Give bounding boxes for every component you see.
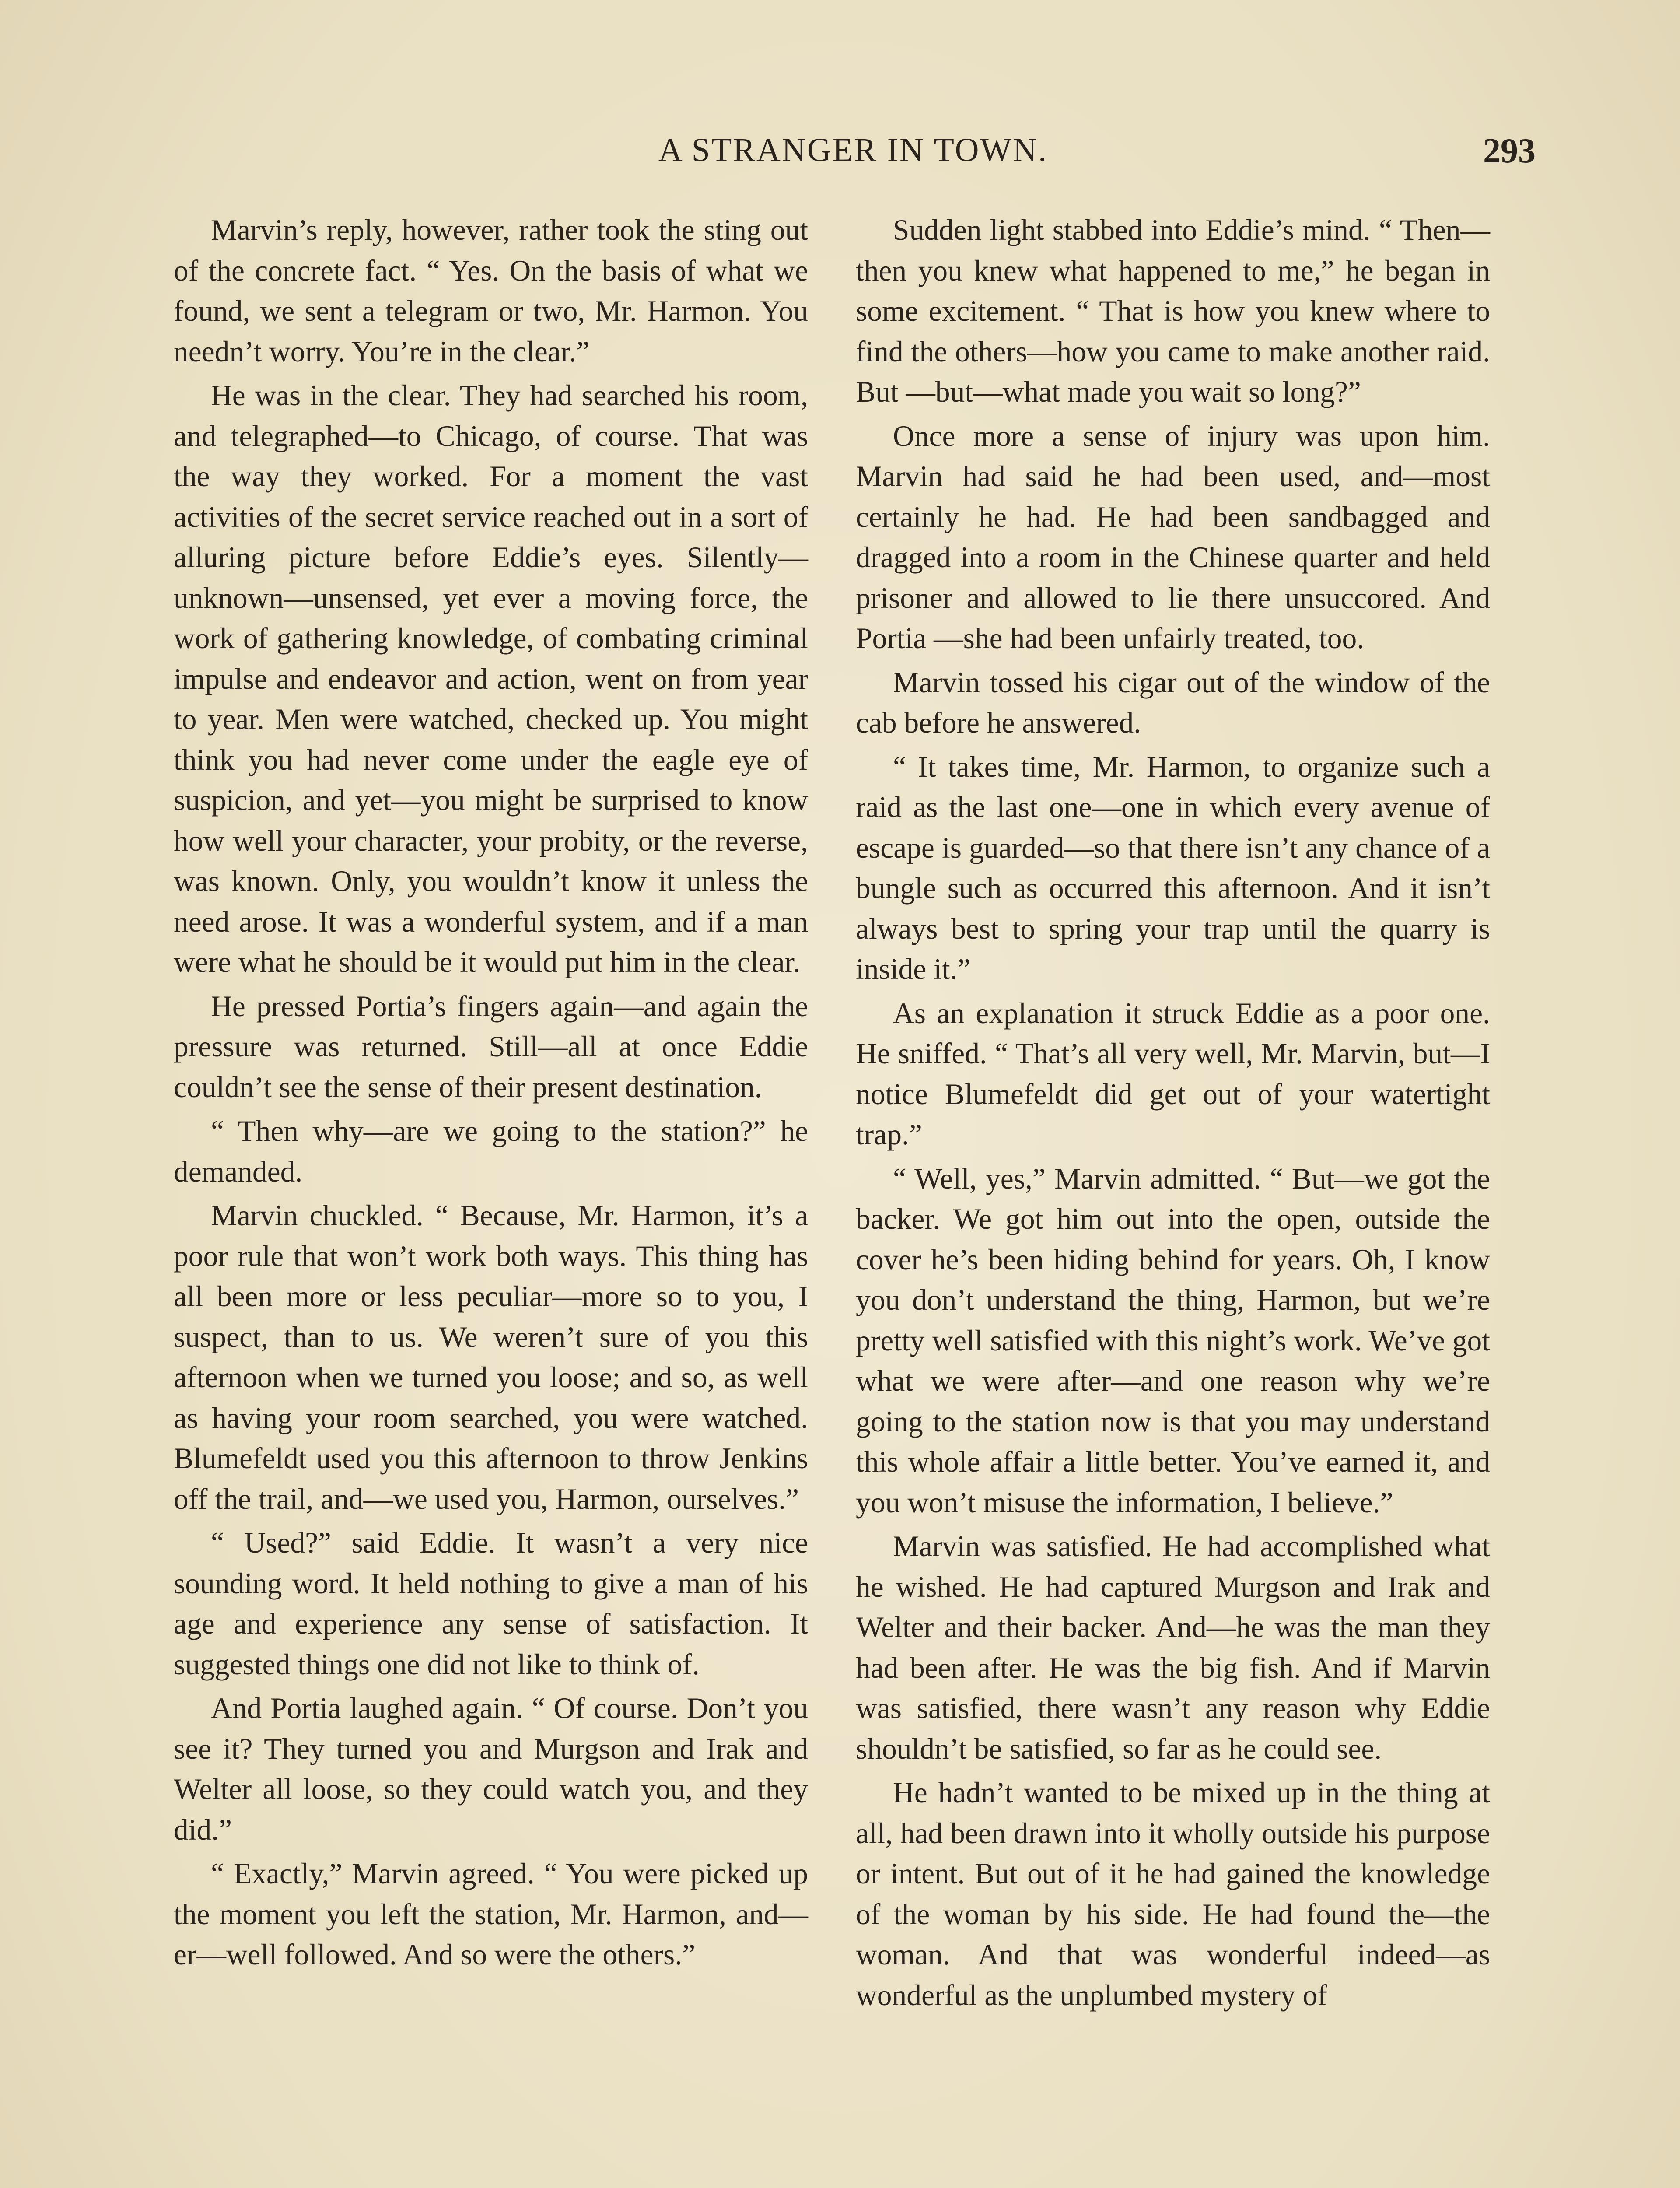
right-column — [856, 210, 1490, 2016]
paragraph: Once more a sense of injury was upon him. Marvin had said he had been used, and—most certainly he had. He had been sandbagged and dragged into a room in the Chinese quarter and held prisoner and allowed to lie there unsuccored. And Portia —she had been unfairly treated, too. — [856, 419, 1490, 655]
paragraph: Marvin tossed his cigar out of the window of the cab before he answered. — [856, 666, 1490, 739]
paragraph: “ Then why—are we going to the station?” he demanded. — [174, 1115, 808, 1188]
running-title: A STRANGER IN TOWN. — [658, 132, 1048, 168]
page-header — [171, 131, 1536, 179]
paragraph: And Portia laughed again. “ Of course. Don’t you see it? They turned you and Murgson and Irak and Welter all loose, so they could watch you, and they did.” — [174, 1692, 808, 1846]
paragraph: “ It takes time, Mr. Harmon, to organize such a raid as the last one—one in which every avenue of escape is guarded—so that there isn’t any chance of a bungle such as occurred this afternoon. And it isn’t always best to spring your trap until the quarry is inside it.” — [856, 750, 1490, 985]
paragraph: He pressed Portia’s fingers again—and again the pressure was returned. Still—all at once Eddie couldn’t see the sense of their present destination. — [174, 989, 808, 1104]
paragraph: Marvin was satisfied. He had accomplished what he wished. He had captured Murgson and Irak and Welter and their backer. And—he was the man they had been after. He was the big fish. And if Marvin was satisfied, there wasn’t any reason why Eddie shouldn’t be satisfied, so far as he could see. — [856, 1530, 1490, 1765]
left-column — [174, 210, 808, 1975]
paragraph: Marvin chuckled. “ Because, Mr. Harmon, it’s a poor rule that won’t work both ways. This thing has all been more or less peculiar—more so to you, I suspect, than to us. We weren’t sure of you this afternoon when we turned you loose; and so, as well as having your room searched, you were watched. Blumefeldt used you this afternoon to throw Jenkins off the trail, and—we used you, Harmon, ourselves.” — [174, 1199, 808, 1515]
page-number: 293 — [1483, 132, 1536, 170]
paragraph: He hadn’t wanted to be mixed up in the thing at all, had been drawn into it wholly outside his purpose or intent. But out of it he had gained the knowledge of the woman by his side. He had found the—the woman. And that was wonderful indeed—as wonderful as the unplumbed mystery of — [856, 1776, 1490, 2012]
paragraph: Sudden light stabbed into Eddie’s mind. “ Then—then you knew what happened to me,” he began in some excitement. “ That is how you knew where to find the others—how you came to make another raid. But —but—what made you wait so long?” — [856, 214, 1490, 408]
paragraph: Marvin’s reply, however, rather took the sting out of the concrete fact. “ Yes. On the basis of what we found, we sent a telegram or two, Mr. Harmon. You needn’t worry. You’re in the clear.” — [174, 214, 808, 368]
paragraph: He was in the clear. They had searched his room, and telegraphed—to Chicago, of course. That was the way they worked. For a moment the vast activities of the secret service reached out in a sort of alluring picture before Eddie’s eyes. Silently—unknown—unsensed, yet ever a moving force, the work of gathering knowledge, of combating criminal impulse and endeavor and action, went on from year to year. Men were watched, checked up. You might think you had never come under the eagle eye of suspicion, and yet—you might be surprised to know how well your character, your probity, or the reverse, was known. Only, you wouldn’t know it unless the need arose. It was a wonderful system, and if a man were what he should be it would put him in the clear. — [174, 379, 808, 978]
paragraph: As an explanation it struck Eddie as a poor one. He sniffed. “ That’s all very well, Mr. Marvin, but—I notice Blumefeldt did get out of your watertight trap.” — [856, 996, 1490, 1151]
paragraph: “ Well, yes,” Marvin admitted. “ But—we got the backer. We got him out into the open, outside the cover he’s been hiding behind for years. Oh, I know you don’t understand the thing, Harmon, but we’re pretty well satisfied with this night’s work. We’ve got what we were after—and one reason why we’re going to the station now is that you may understand this whole affair a little better. You’ve earned it, and you won’t misuse the information, I believe.” — [856, 1162, 1490, 1519]
paragraph: “ Exactly,” Marvin agreed. “ You were picked up the moment you left the station, Mr. Harmon, and—er—well followed. And so were the others.” — [174, 1857, 808, 1971]
paragraph: “ Used?” said Eddie. It wasn’t a very nice sounding word. It held nothing to give a man of his age and experience any sense of satisfaction. It suggested things one did not like to think of. — [174, 1526, 808, 1681]
